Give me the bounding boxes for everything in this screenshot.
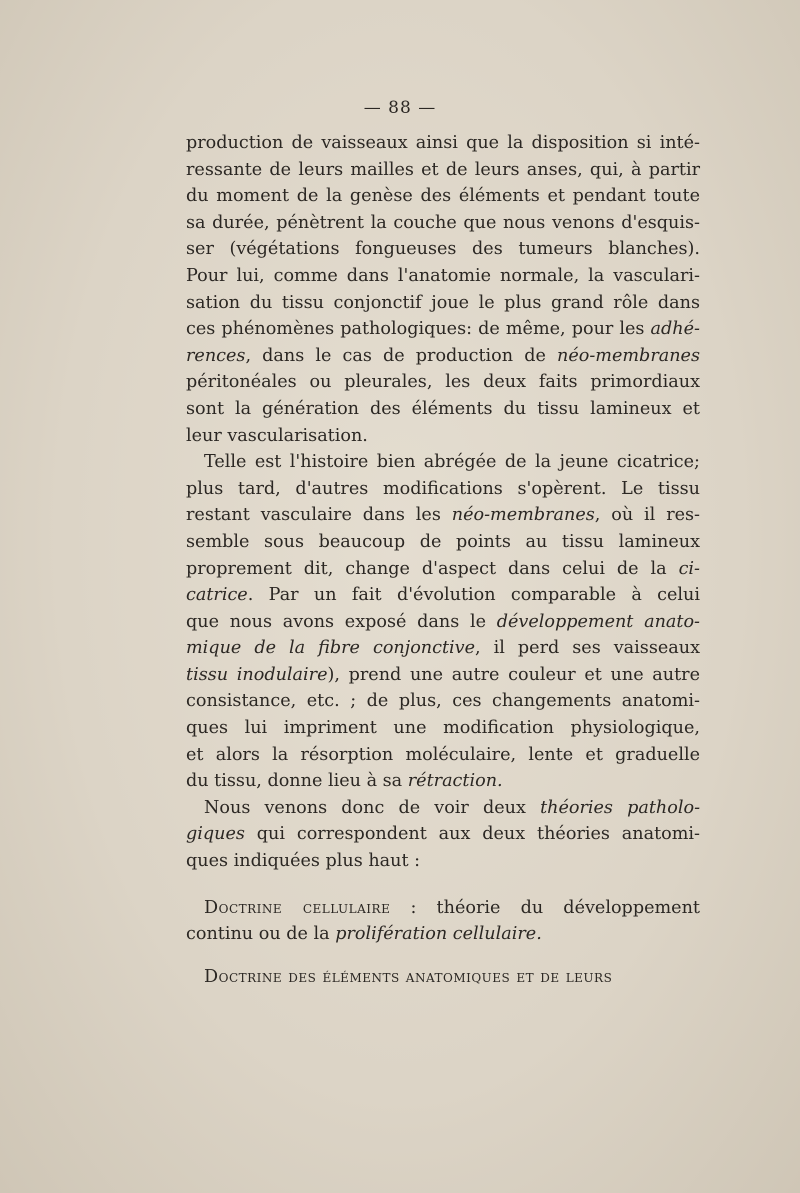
text-line [186,635,700,662]
italic-term: théories patholo- [540,797,701,818]
text-span: que nous avons exposé dans le [186,611,486,632]
text-span: : théorie du développement [390,897,700,918]
text-line [186,609,700,636]
doctrine-cellulaire [186,895,700,948]
text-span: Nous venons donc de voir deux [204,797,526,818]
text-line [186,768,700,795]
text-line: leur vascularisation. [186,425,368,446]
italic-term: néo-membranes [557,345,700,366]
text-line [186,662,700,689]
text-line: du moment de la genèse des éléments et pendant toute [186,186,700,207]
doctrine-heading: Doctrine des éléments anatomiques et de leurs [204,966,613,987]
italic-term: prolifération cellulaire. [335,924,542,945]
text-line [186,921,700,948]
text-line: ressante de leurs mailles et de leurs anses, qui, à partir [186,159,700,180]
paragraph-3 [186,795,700,875]
text-line: ser (végétations fongueuses des tumeurs blanches). [186,239,700,260]
text-line: production de vaisseaux ainsi que la disposition si inté- [186,133,700,153]
doctrine-elements [186,964,700,991]
paragraph-2 [186,449,700,795]
text-span: proprement dit, change d'aspect dans celui de la [186,558,667,579]
paragraph-1 [186,130,700,449]
text-line: sont la génération des éléments du tissu lamineux et [186,398,700,419]
text-line [186,821,700,848]
text-span: , dans le cas de production de [245,345,546,366]
text-line [186,316,700,343]
text-line: et alors la résorption moléculaire, lente et graduelle [186,744,700,765]
italic-term: rétraction. [407,771,503,792]
italic-term: ci- [678,558,701,579]
text-span: continu ou de la [186,924,336,945]
text-span: ces phénomènes pathologiques: de même, pour les [186,319,645,340]
page-number: — 88 — [363,98,437,118]
text-line [186,343,700,370]
text-line: semble sous beaucoup de points au tissu lamineux [186,531,700,552]
text-line [186,556,700,583]
paragraph-spacer [186,875,700,895]
text-line [186,964,700,991]
italic-term: giques [186,824,245,845]
text-line [186,795,700,822]
italic-term: néo-membranes [451,505,595,526]
italic-term: mique de la fibre conjonctive [186,638,476,659]
text-line: ques indiquées plus haut : [186,851,421,872]
text-span: ), prend une autre couleur et une autre [327,664,700,685]
text-span: , où il res- [594,505,700,526]
italic-term: adhé- [650,319,700,340]
text-line: ques lui impriment une modification physiologique, [186,718,700,739]
text-line: plus tard, d'autres modifications s'opèrent. Le tissu [186,478,700,499]
text-span: du tissu, donne lieu à sa [186,771,403,792]
text-span: . Par un fait d'évolution comparable à celui [247,585,700,606]
text-line: péritonéales ou pleurales, les deux faits primordiaux [186,372,700,393]
doctrine-heading: Doctrine cellulaire [204,897,391,918]
text-line [186,502,700,529]
text-line: consistance, etc. ; de plus, ces changements anatomi- [186,691,700,712]
paragraph-spacer [186,948,700,964]
text-line [186,582,700,609]
text-span: qui correspondent aux deux théories anatomi- [244,824,700,845]
italic-term: catrice [186,585,248,606]
text-span: restant vasculaire dans les [186,505,441,526]
italic-term: développement anato- [496,611,701,632]
text-span: , il perd ses vaisseaux [475,638,700,659]
text-line: sa durée, pénètrent la couche que nous venons d'esquis- [186,212,700,233]
italic-term: tissu inodulaire [186,664,328,685]
text-line: Pour lui, comme dans l'anatomie normale, la vasculari- [186,265,700,286]
text-line: sation du tissu conjonctif joue le plus grand rôle dans [186,292,700,313]
italic-term: rences [186,345,246,366]
text-line [186,895,700,922]
body-text [186,130,700,990]
text-line: Telle est l'histoire bien abrégée de la jeune cicatrice; [204,452,700,473]
